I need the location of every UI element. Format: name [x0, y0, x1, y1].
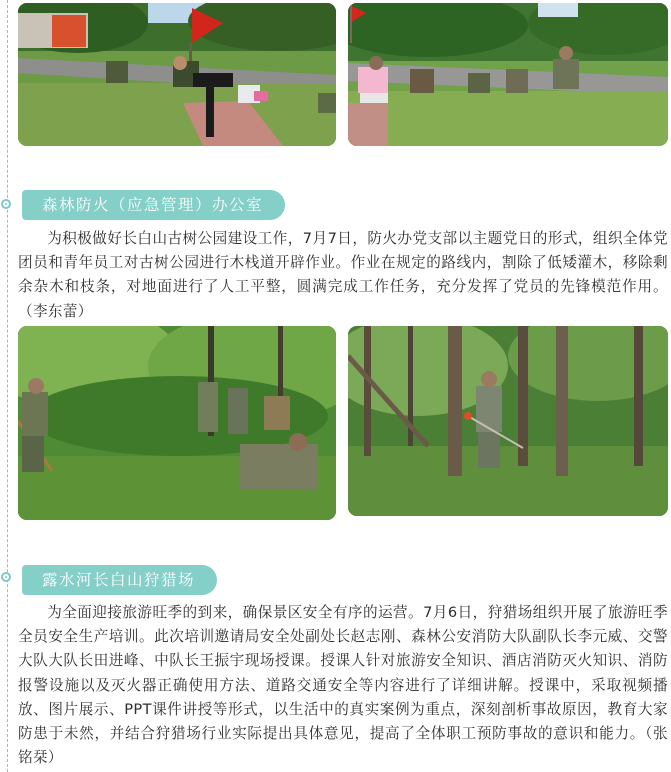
timeline-node-2 [1, 572, 11, 582]
timeline-rail [7, 0, 8, 772]
section-body-forest-fire-office: 为积极做好长白山古树公园建设工作，7月7日，防火办党支部以主题党日的形式，组织全体党团员和青年员工对古树公园进行木栈道开辟作业。作业在规定的路线内，割除了低矮灌木，移除剩余杂木和枝条，对地面进行了人工平整，圆满完成工作任务，充分发挥了党员的先锋模范作用。（李东蕾） [18, 230, 668, 320]
forest-clearing-photo [18, 326, 336, 520]
volunteers-weeding-photo [348, 3, 668, 146]
roadside-weeding-photo [18, 3, 336, 146]
timeline-node-1 [1, 199, 11, 209]
section-title-forest-fire-office: 森林防火（应急管理）办公室 [22, 190, 285, 220]
brush-cutting-photo [348, 326, 668, 516]
section-body-hunting-ground: 为全面迎接旅游旺季的到来，确保景区安全有序的运营。7月6日，狩猎场组织开展了旅游旺季全员安全生产培训。此次培训邀请局安全处副处长赵志刚、森林公安消防大队副队长李元威、交警大队大队长田进峰、中队长王振宇现场授课。授课人针对旅游安全知识、酒店消防灭火知识、消防报警设施以及灭火器正确使用方法、道路交通安全等内容进行了详细讲解。授课中，采取视频播放、图片展示、PPT课件讲授等形式，以生活中的真实案例为重点，深刻剖析事故原因，教育大家防患于未然，并结合狩猎场行业实际提出具体意见，提高了全体职工预防事故的意识和能力。（张铭栞） [18, 604, 668, 767]
section-title-hunting-ground: 露水河长白山狩猎场 [22, 565, 217, 595]
